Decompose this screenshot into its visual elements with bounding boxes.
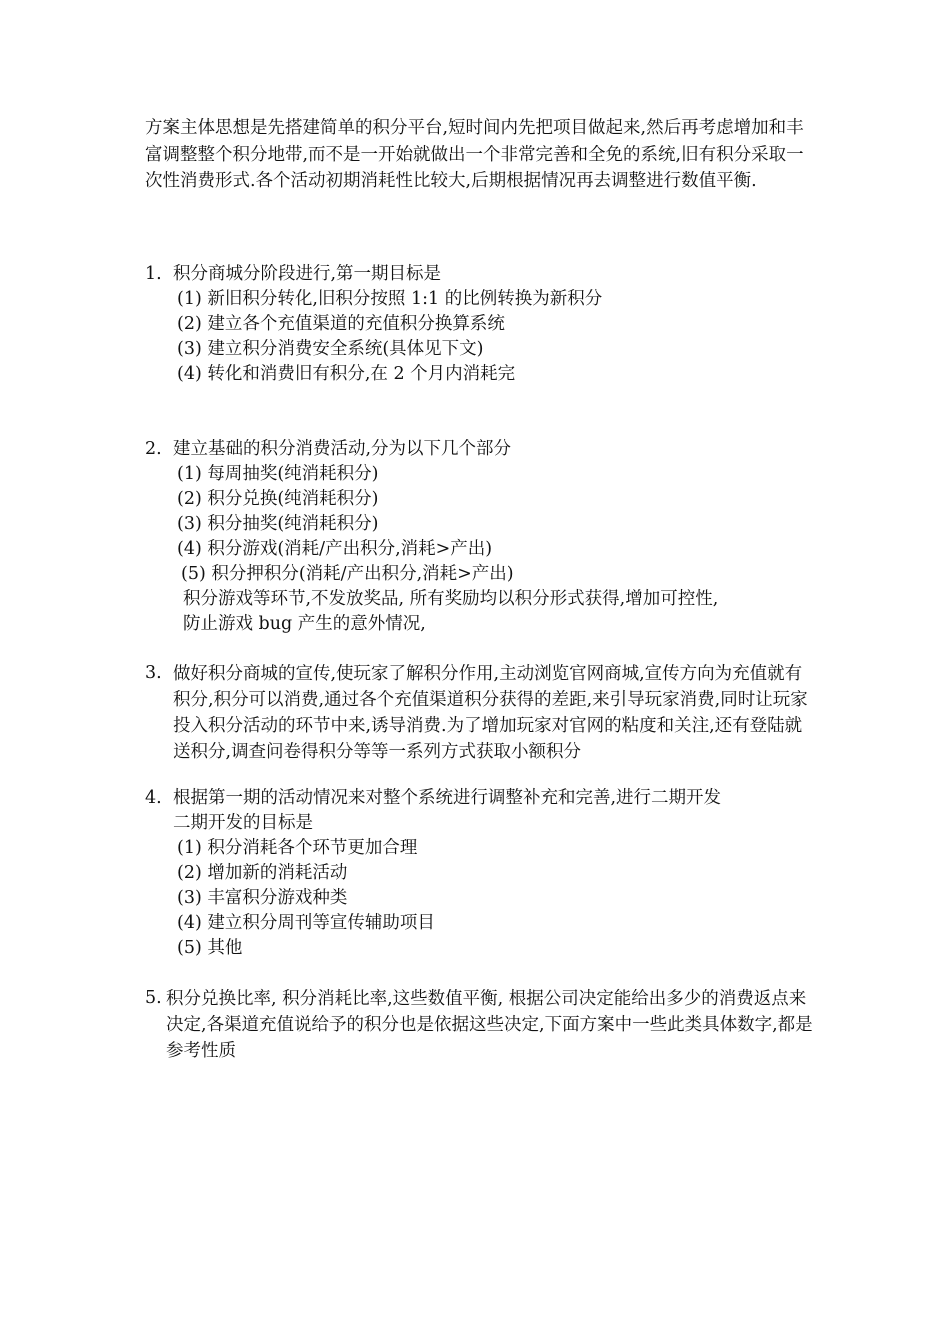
section-1-number: 1. bbox=[145, 264, 162, 284]
section-1-item-3: (3) 建立积分消费安全系统(具体见下文) bbox=[177, 339, 484, 359]
section-1-item-2: (2) 建立各个充值渠道的充值积分换算系统 bbox=[177, 314, 505, 334]
section-4-title: 根据第一期的活动情况来对整个系统进行调整补充和完善,进行二期开发 bbox=[173, 788, 722, 808]
intro-paragraph: 方案主体思想是先搭建简单的积分平台,短时间内先把项目做起来,然后再考虑增加和丰富调整整个积分地带,而不是一开始就做出一个非常完善和全免的系统,旧有积分采取一次性消费形式.各个活动初期消耗性比较大,后期根据情况再去调整进行数值平衡. bbox=[145, 118, 804, 191]
section-1-item-4: (4) 转化和消费旧有积分,在 2 个月内消耗完 bbox=[177, 364, 516, 384]
section-5-paragraph: 积分兑换比率, 积分消耗比率,这些数值平衡, 根据公司决定能给出多少的消费返点来决定,各渠道充值说给予的积分也是依据这些决定,下面方案中一些此类具体数字,都是参考性质 bbox=[166, 989, 813, 1061]
section-4-item-5: (5) 其他 bbox=[177, 938, 243, 958]
section-4-subtitle: 二期开发的目标是 bbox=[173, 813, 313, 833]
section-1-item-1: (1) 新旧积分转化,旧积分按照 1:1 的比例转换为新积分 bbox=[177, 289, 603, 309]
section-2-item-2: (2) 积分兑换(纯消耗积分) bbox=[177, 489, 379, 509]
section-1-title: 积分商城分阶段进行,第一期目标是 bbox=[173, 264, 442, 284]
section-4-item-3: (3) 丰富积分游戏种类 bbox=[177, 888, 348, 908]
section-3-number: 3. bbox=[145, 663, 162, 683]
section-4-item-1: (1) 积分消耗各个环节更加合理 bbox=[177, 838, 418, 858]
section-4-item-2: (2) 增加新的消耗活动 bbox=[177, 863, 348, 883]
section-4-item-4: (4) 建立积分周刊等宣传辅助项目 bbox=[177, 913, 435, 933]
section-2-item-5: (5) 积分押积分(消耗/产出积分,消耗>产出) bbox=[181, 564, 514, 584]
section-4-number: 4. bbox=[145, 788, 162, 808]
section-2-note-1: 积分游戏等环节,不发放奖品, 所有奖励均以积分形式获得,增加可控性, bbox=[183, 589, 719, 609]
section-5-number: 5. bbox=[145, 988, 162, 1008]
section-2-title: 建立基础的积分消费活动,分为以下几个部分 bbox=[173, 439, 512, 459]
section-3-paragraph: 做好积分商城的宣传,使玩家了解积分作用,主动浏览官网商城,宣传方向为充值就有积分,积分可以消费,通过各个充值渠道积分获得的差距,来引导玩家消费,同时让玩家投入积分活动的环节中来,诱导消费.为了增加玩家对官网的粘度和关注,还有登陆就送积分,调查问卷得积分等等一系列方式获取小额积分 bbox=[173, 664, 808, 762]
section-2-item-4: (4) 积分游戏(消耗/产出积分,消耗>产出) bbox=[177, 539, 493, 559]
section-2-note-2: 防止游戏 bug 产生的意外情况, bbox=[183, 614, 426, 634]
section-2-item-1: (1) 每周抽奖(纯消耗积分) bbox=[177, 464, 379, 484]
section-2-item-3: (3) 积分抽奖(纯消耗积分) bbox=[177, 514, 379, 534]
section-2-number: 2. bbox=[145, 439, 162, 459]
